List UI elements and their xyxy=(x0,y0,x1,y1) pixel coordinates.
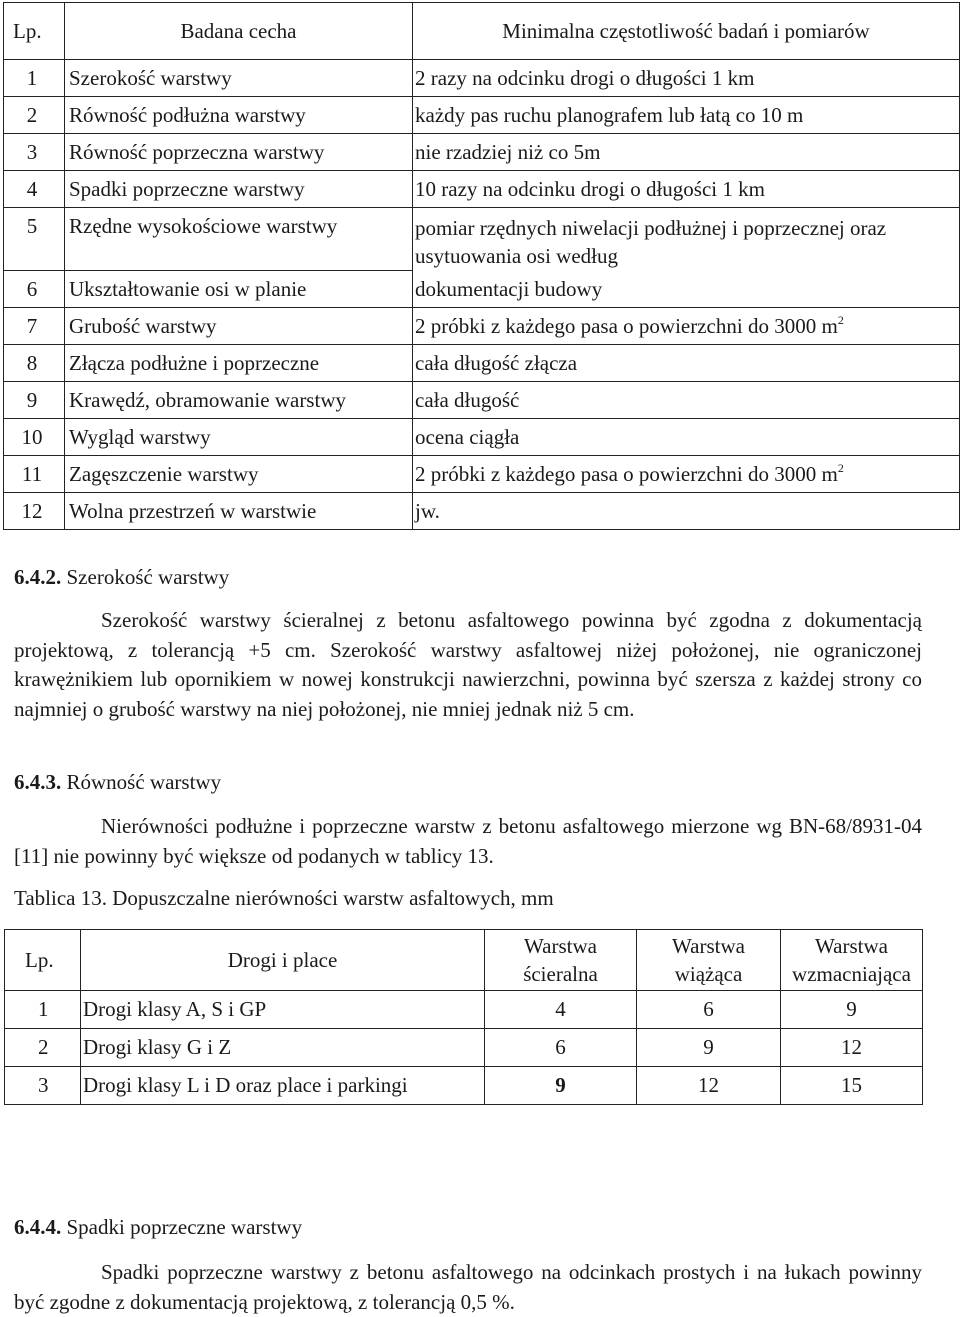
row-lp: 11 xyxy=(4,456,65,493)
section-title: Szerokość warstwy xyxy=(66,565,230,589)
paragraph-text: Spadki poprzeczne warstwy z betonu asfaltowego na odcinkach prostych i na łukach powinny być zgodne z dokumentacją projektową, z tolerancją 0,5 %. xyxy=(14,1260,922,1314)
section-text-643 xyxy=(14,812,922,871)
row-wearing: 9 xyxy=(485,1067,637,1105)
row-feature: Krawędź, obramowanie warstwy xyxy=(65,382,413,419)
header-frequency: Minimalna częstotliwość badań i pomiarów xyxy=(413,3,960,60)
row-wearing: 6 xyxy=(485,1029,637,1067)
row-frequency: nie rzadziej niż co 5m xyxy=(413,134,960,171)
table-row xyxy=(4,493,960,530)
row-reinforcing: 15 xyxy=(781,1067,923,1105)
row-frequency-cell xyxy=(413,308,960,345)
header-roads: Drogi i place xyxy=(81,930,485,991)
section-number: 6.4.3. xyxy=(14,770,62,794)
row-lp: 1 xyxy=(5,991,81,1029)
table-row xyxy=(5,1029,923,1067)
row-lp: 8 xyxy=(4,345,65,382)
row-lp: 10 xyxy=(4,419,65,456)
section-heading-643 xyxy=(14,770,221,795)
row-frequency-cell xyxy=(413,456,960,493)
row-reinforcing: 12 xyxy=(781,1029,923,1067)
superscript-exponent: 2 xyxy=(837,461,844,476)
row-feature: Równość poprzeczna warstwy xyxy=(65,134,413,171)
table-row xyxy=(4,208,960,271)
row-frequency: dokumentacji budowy xyxy=(413,271,960,308)
header-lp: Lp. xyxy=(5,930,81,991)
header-reinforcing: Warstwa wzmacniająca xyxy=(781,930,923,991)
row-lp: 4 xyxy=(4,171,65,208)
row-lp: 3 xyxy=(5,1067,81,1105)
section-title: Spadki poprzeczne warstwy xyxy=(66,1215,303,1239)
row-binding: 9 xyxy=(637,1029,781,1067)
row-frequency: 10 razy na odcinku drogi o długości 1 km xyxy=(413,171,960,208)
header-binding: Warstwa wiążąca xyxy=(637,930,781,991)
row-feature: Spadki poprzeczne warstwy xyxy=(65,171,413,208)
table-header-row xyxy=(4,3,960,60)
superscript-exponent: 2 xyxy=(837,313,844,328)
row-feature: Ukształtowanie osi w planie xyxy=(65,271,413,308)
section-text-642 xyxy=(14,606,922,724)
row-feature: Rzędne wysokościowe warstwy xyxy=(65,208,413,271)
table-row xyxy=(4,456,960,493)
row-lp: 5 xyxy=(4,208,65,271)
paragraph-text: Szerokość warstwy ścieralnej z betonu asfaltowego powinna być zgodna z dokumentacją projektową, z tolerancją +5 cm. Szerokość warstwy asfaltowej niżej położonej, nie ograniczonej krawężnikiem lub opornikiem w nowej konstrukcji nawierzchni, powinna być szersza z każdej strony co najmniej o grubość warstwy na niej położonej, nie mniej jednak niż 5 cm. xyxy=(14,608,922,721)
row-feature: Równość podłużna warstwy xyxy=(65,97,413,134)
section-title: Równość warstwy xyxy=(66,770,222,794)
table-header-row xyxy=(5,930,923,991)
row-lp: 9 xyxy=(4,382,65,419)
row-reinforcing: 9 xyxy=(781,991,923,1029)
row-frequency: 2 razy na odcinku drogi o długości 1 km xyxy=(413,60,960,97)
paragraph-text: Nierówności podłużne i poprzeczne warstw z betonu asfaltowego mierzone wg BN-68/8931-04 [11] nie powinny być większe od podanych w tablicy 13. xyxy=(14,814,922,868)
table-caption: Tablica 13. Dopuszczalne nierówności warstw asfaltowych, mm xyxy=(14,886,554,910)
table-row xyxy=(4,134,960,171)
row-binding: 6 xyxy=(637,991,781,1029)
section-heading-642 xyxy=(14,565,229,590)
section-text-644 xyxy=(14,1258,922,1317)
row-frequency: 2 próbki z każdego pasa o powierzchni do 3000 m xyxy=(415,314,838,339)
inspection-frequency-table xyxy=(3,2,960,530)
table-row xyxy=(4,97,960,134)
row-feature: Złącza podłużne i poprzeczne xyxy=(65,345,413,382)
tolerances-table xyxy=(4,929,923,1105)
row-lp: 2 xyxy=(5,1029,81,1067)
row-roads: Drogi klasy A, S i GP xyxy=(81,991,485,1029)
header-wearing: Warstwa ścieralna xyxy=(485,930,637,991)
table-row xyxy=(4,382,960,419)
row-frequency: każdy pas ruchu planografem lub łatą co 10 m xyxy=(413,97,960,134)
row-binding: 12 xyxy=(637,1067,781,1105)
header-lp: Lp. xyxy=(4,3,65,60)
row-frequency: pomiar rzędnych niwelacji podłużnej i poprzecznej oraz usytuowania osi według xyxy=(413,208,960,271)
row-frequency: cała długość złącza xyxy=(413,345,960,382)
row-roads: Drogi klasy G i Z xyxy=(81,1029,485,1067)
row-wearing: 4 xyxy=(485,991,637,1029)
header-feature: Badana cecha xyxy=(65,3,413,60)
section-number: 6.4.4. xyxy=(14,1215,62,1239)
row-feature: Zagęszczenie warstwy xyxy=(65,456,413,493)
row-lp: 3 xyxy=(4,134,65,171)
section-heading-644 xyxy=(14,1215,302,1240)
table-row xyxy=(5,991,923,1029)
table-row xyxy=(4,60,960,97)
row-lp: 6 xyxy=(4,271,65,308)
row-frequency: jw. xyxy=(413,493,960,530)
table-row xyxy=(5,1067,923,1105)
row-lp: 2 xyxy=(4,97,65,134)
row-frequency: ocena ciągła xyxy=(413,419,960,456)
table-row xyxy=(4,271,960,308)
row-roads: Drogi klasy L i D oraz place i parkingi xyxy=(81,1067,485,1105)
table-row xyxy=(4,419,960,456)
table-row xyxy=(4,308,960,345)
row-feature: Grubość warstwy xyxy=(65,308,413,345)
row-lp: 12 xyxy=(4,493,65,530)
row-lp: 1 xyxy=(4,60,65,97)
table-row xyxy=(4,345,960,382)
section-number: 6.4.2. xyxy=(14,565,62,589)
row-lp: 7 xyxy=(4,308,65,345)
row-frequency: 2 próbki z każdego pasa o powierzchni do 3000 m xyxy=(415,462,838,487)
row-feature: Wygląd warstwy xyxy=(65,419,413,456)
row-feature: Wolna przestrzeń w warstwie xyxy=(65,493,413,530)
row-feature: Szerokość warstwy xyxy=(65,60,413,97)
row-frequency: cała długość xyxy=(413,382,960,419)
table-row xyxy=(4,171,960,208)
